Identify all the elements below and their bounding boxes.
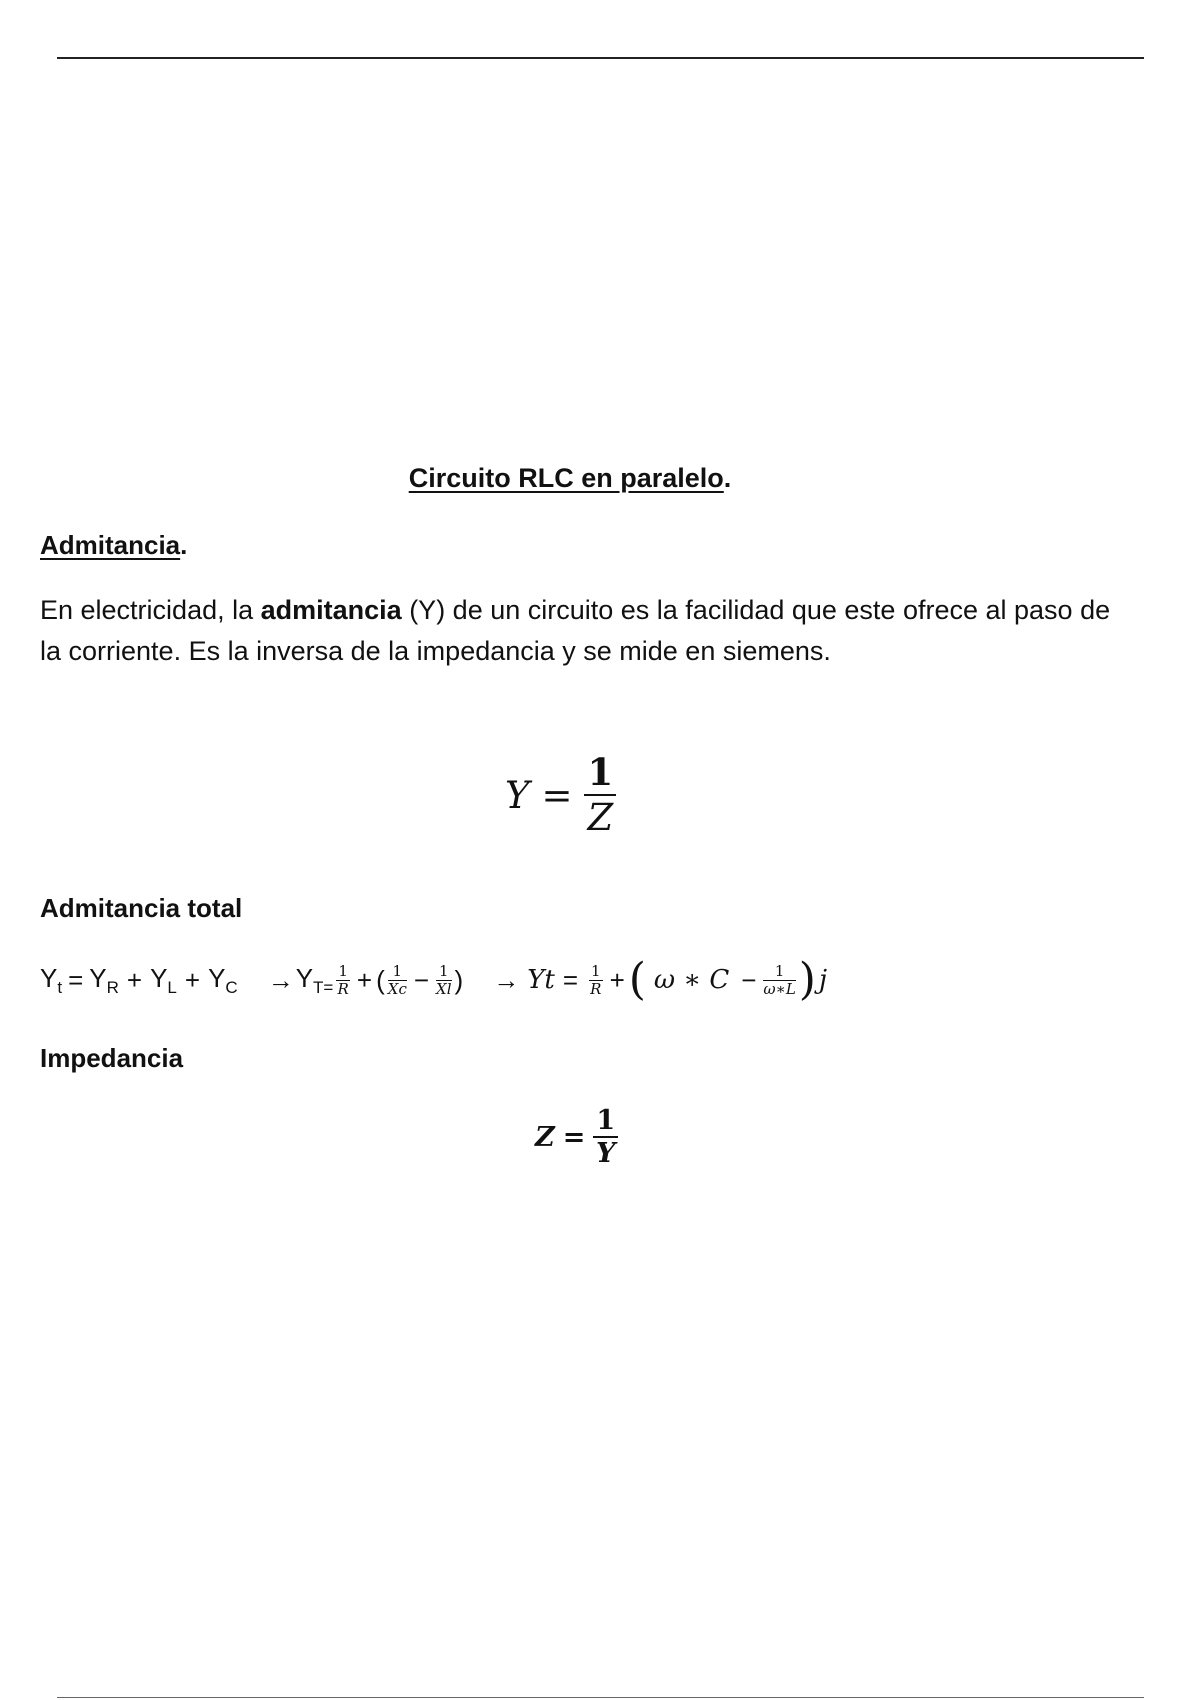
big-paren-close: ) (798, 954, 816, 1005)
plus-3: + (356, 964, 373, 995)
frac-1-over-r: $\frac{1}{R}$ (337, 961, 349, 998)
heading-admitancia-label: Admitancia (40, 530, 181, 560)
term-yT: $Y_{T=}$ (295, 962, 334, 997)
formula-admittance (505, 750, 616, 840)
heading-admitancia-period: . (180, 530, 188, 560)
paren-open: ( (376, 964, 385, 995)
term-yr: $Y_R$ (89, 962, 119, 997)
paren-close: ) (454, 964, 464, 995)
total-equals: = (68, 964, 84, 995)
formula-y-lhs: Y (505, 773, 530, 817)
frac-1-over-xl: $\frac{1}{Xl}$ (436, 961, 452, 998)
formula-y-numerator: 1 (584, 750, 616, 796)
plus-4: + (609, 964, 625, 995)
formula-z-equals: = (562, 1121, 586, 1153)
formula-total-admittance (40, 954, 828, 1005)
title-period: . (723, 463, 732, 493)
plus-2: + (184, 964, 201, 995)
minus-1: − (413, 964, 430, 995)
arrow-right-icon: → (267, 964, 294, 995)
formula-z-denominator: Y (596, 1138, 616, 1169)
frac-1-over-xc: $\frac{1}{Xc}$ (387, 961, 407, 998)
formula-z-numerator: 1 (593, 1105, 618, 1138)
formula-z-lhs: Z (535, 1121, 555, 1153)
formula-y-denominator: Z (587, 796, 614, 839)
footer-rule (57, 1697, 1144, 1698)
big-paren-open: ( (628, 954, 646, 1005)
formula-z-fraction (593, 1105, 618, 1169)
title-text: Circuito RLC en paralelo (408, 463, 724, 493)
plus-1: + (126, 964, 143, 995)
formula-impedance (535, 1105, 618, 1169)
term-omega-c: ω ∗ C (653, 965, 730, 995)
heading-admitancia-total: Admitancia total (40, 893, 243, 923)
arrow-right-icon-2: → (493, 964, 520, 995)
paragraph-bold-term: admitancia (260, 595, 402, 625)
term-yc: $Y_C$ (208, 962, 238, 997)
term-yt: $Y_t$ (40, 962, 63, 997)
formula-y-equals: = (541, 773, 573, 817)
term-yl: $Y_L$ (150, 962, 177, 997)
definition-paragraph (40, 590, 1120, 672)
term-j: j (818, 965, 828, 995)
frac-1-over-omega-l: $\frac{1}{\omega∗L}$ (763, 961, 796, 998)
paragraph-start: En electricidad, la (40, 595, 261, 625)
term-Yt: Yt (527, 965, 555, 995)
heading-impedancia: Impedancia (40, 1043, 184, 1073)
paragraph-rest: (Y) de un circuito es la facilidad que este ofrece al paso de la corriente. Es la inversa de la impedancia y se mide en siemens. (40, 595, 1111, 666)
formula-y-fraction (584, 750, 616, 840)
equals-2: = (562, 964, 579, 995)
minus-2: − (741, 964, 757, 995)
page-title (0, 463, 1140, 494)
frac-1-over-r-2: $\frac{1}{R}$ (590, 961, 602, 998)
heading-admitancia (40, 530, 187, 561)
header-rule (57, 57, 1144, 59)
